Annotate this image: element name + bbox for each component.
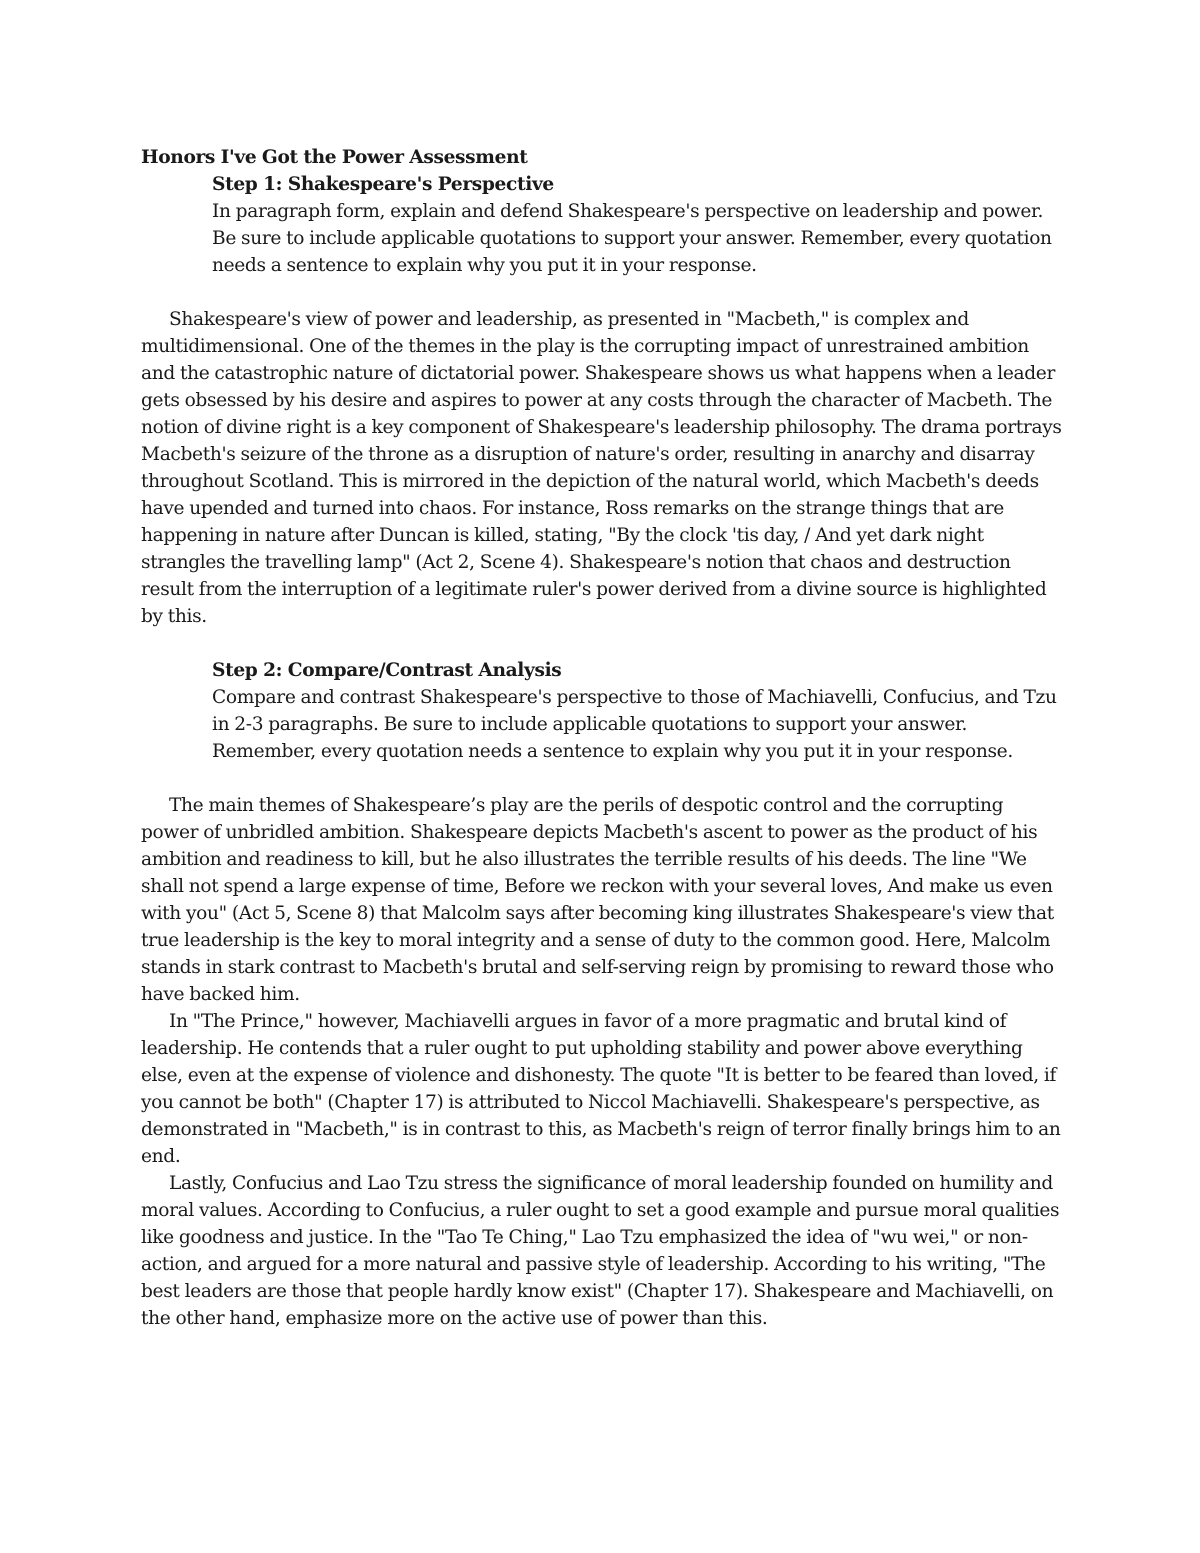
step-1-prompt: In paragraph form, explain and defend Shakespeare's perspective on leadership and power. Be sure to include applicable quotations to support your answer. Remember, every quotation needs a sentence to explain why you put it in your response. bbox=[212, 201, 1052, 276]
step-1-answer-paragraph: Shakespeare's view of power and leadership, as presented in "Macbeth," is complex and multidimensional. One of the themes in the play is the corrupting impact of unrestrained ambition and the catastrophic nature of dictatorial power. Shakespeare shows us what happens when a leader gets obsessed by his desire and aspires to power at any costs through the character of Macbeth. The notion of divine right is a key component of Shakespeare's leadership philosophy. The drama portrays Macbeth's seizure of the throne as a disruption of nature's order, resulting in anarchy and disarray throughout Scotland. This is mirrored in the depiction of the natural world, which Macbeth's deeds have upended and turned into chaos. For instance, Ross remarks on the strange things that are happening in nature after Duncan is killed, stating, "By the clock 'tis day, / And yet dark night strangles the travelling lamp" (Act 2, Scene 4). Shakespeare's notion that chaos and destruction result from the interruption of a legitimate ruler's power derived from a divine source is highlighted by this. bbox=[141, 309, 1062, 627]
step-2-answer-paragraph: Lastly, Confucius and Lao Tzu stress the significance of moral leadership founded on humility and moral values. According to Confucius, a ruler ought to set a good example and pursue moral qualities like goodness and justice. In the "Tao Te Ching," Lao Tzu emphasized the idea of "wu wei," or non-action, and argued for a more natural and passive style of leadership. According to his writing, "The best leaders are those that people hardly know exist" (Chapter 17). Shakespeare and Machiavelli, on the other hand, emphasize more on the active use of power than this. bbox=[141, 1173, 1060, 1329]
step-1-heading: Step 1: Shakespeare's Perspective bbox=[212, 174, 554, 195]
step-2-answer-paragraph: The main themes of Shakespeare’s play are the perils of despotic control and the corrupting power of unbridled ambition. Shakespeare depicts Macbeth's ascent to power as the product of his ambition and readiness to kill, but he also illustrates the terrible results of his deeds. The line "We shall not spend a large expense of time, Before we reckon with your several loves, And make us even with you" (Act 5, Scene 8) that Malcolm says after becoming king illustrates Shakespeare's view that true leadership is the key to moral integrity and a sense of duty to the common good. Here, Malcolm stands in stark contrast to Macbeth's brutal and self-serving reign by promising to reward those who have backed him. bbox=[141, 795, 1054, 1005]
spacer bbox=[141, 765, 1063, 792]
spacer bbox=[141, 279, 1063, 306]
step-2-answer-paragraph: In "The Prince," however, Machiavelli argues in favor of a more pragmatic and brutal kind of leadership. He contends that a ruler ought to put upholding stability and power above everything else, even at the expense of violence and dishonesty. The quote "It is better to be feared than loved, if you cannot be both" (Chapter 17) is attributed to Niccol Machiavelli. Shakespeare's perspective, as demonstrated in "Macbeth," is in contrast to this, as Macbeth's reign of terror finally brings him to an end. bbox=[141, 1011, 1061, 1167]
step-2-section bbox=[212, 657, 1063, 765]
spacer bbox=[141, 630, 1063, 657]
step-1-section bbox=[212, 171, 1063, 279]
step-2-heading: Step 2: Compare/Contrast Analysis bbox=[212, 660, 562, 681]
document-body bbox=[141, 144, 1063, 1332]
step-2-prompt: Compare and contrast Shakespeare's perspective to those of Machiavelli, Confucius, and Tzu in 2-3 paragraphs. Be sure to include applicable quotations to support your answer. Remember, every quotation needs a sentence to explain why you put it in your response. bbox=[212, 687, 1057, 762]
document-title: Honors I've Got the Power Assessment bbox=[141, 147, 528, 168]
